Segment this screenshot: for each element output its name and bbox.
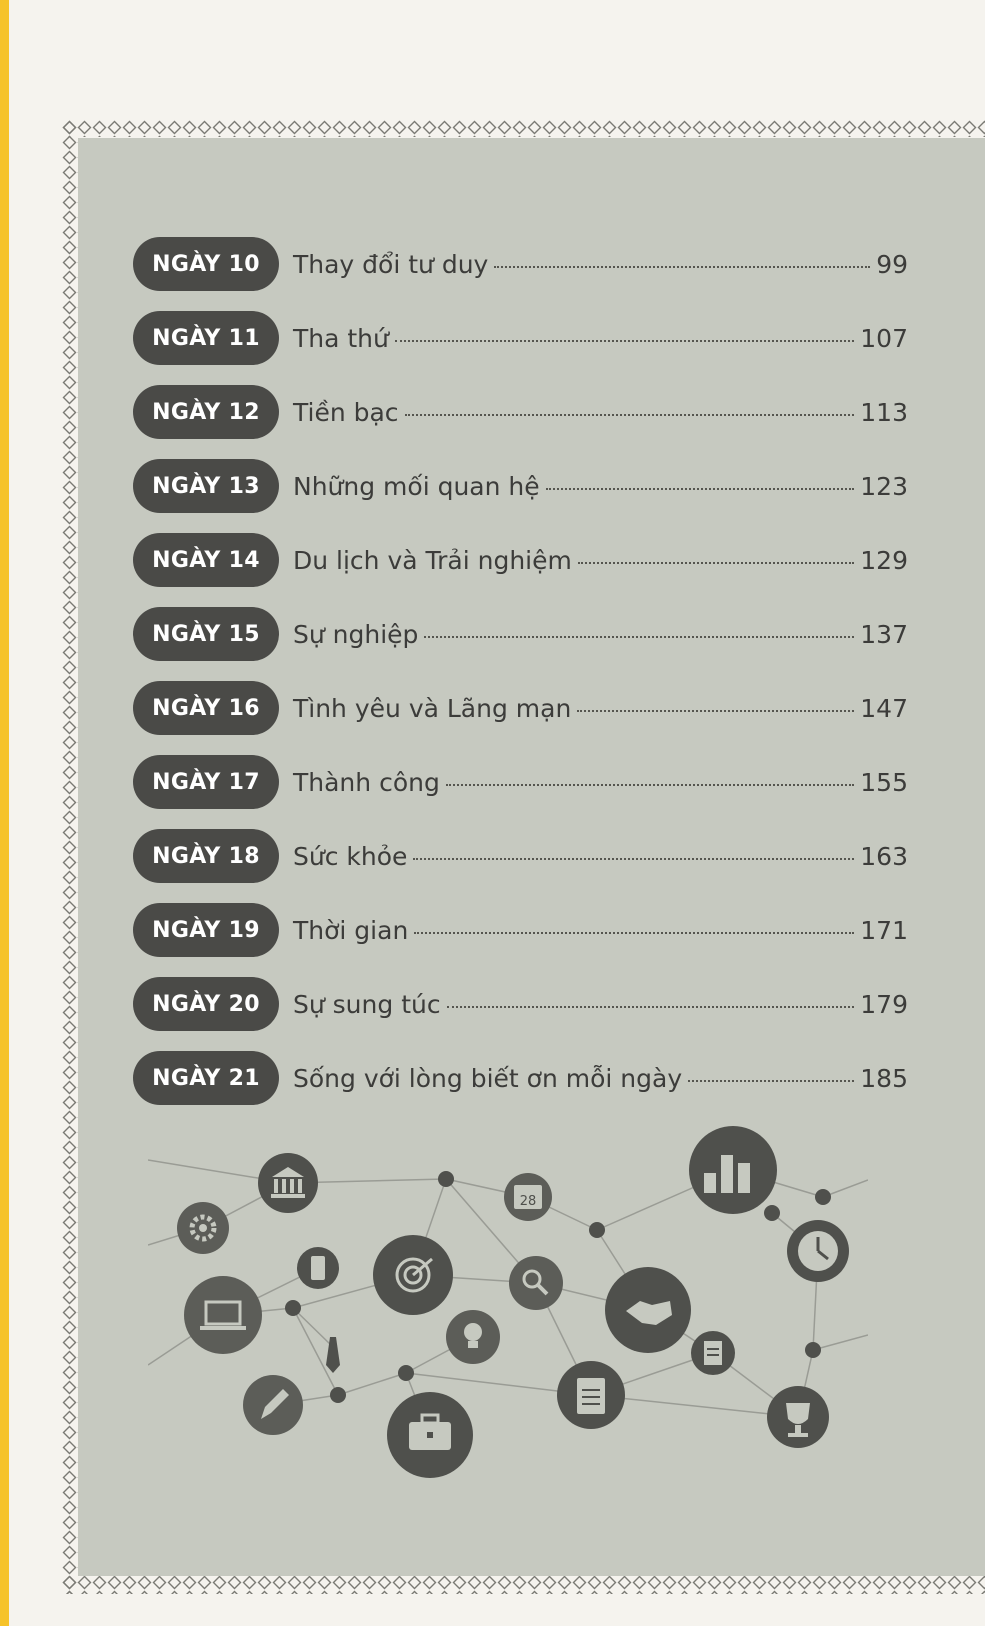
calendar-icon <box>504 1173 552 1221</box>
dot-leader <box>447 1006 855 1008</box>
clock-icon <box>787 1220 849 1282</box>
toc-row-day-15[interactable] <box>133 607 908 661</box>
toc-row-day-12[interactable] <box>133 385 908 439</box>
clipboard-icon <box>557 1361 625 1429</box>
day-label: NGÀY 11 <box>133 311 279 365</box>
dot-leader <box>446 784 854 786</box>
day-label: NGÀY 20 <box>133 977 279 1031</box>
chapter-title: Những mối quan hệ <box>293 471 540 501</box>
toc-entry <box>293 472 908 501</box>
page-number: 185 <box>860 1063 908 1093</box>
toc-entry <box>293 1064 908 1093</box>
search-icon <box>509 1256 563 1310</box>
chapter-title: Tha thứ <box>293 323 389 353</box>
day-label: NGÀY 10 <box>133 237 279 291</box>
network-node <box>330 1387 346 1403</box>
toc-entry <box>293 546 908 575</box>
page-number: 137 <box>860 619 908 649</box>
page-number: 163 <box>860 841 908 871</box>
network-node <box>285 1300 301 1316</box>
toc-entry <box>293 990 908 1019</box>
dot-leader <box>578 562 854 564</box>
chapter-title: Sự nghiệp <box>293 619 419 649</box>
page-number: 171 <box>860 915 908 945</box>
toc-entry <box>293 324 908 353</box>
chapter-title: Tình yêu và Lãng mạn <box>293 693 572 723</box>
lightbulb-icon <box>446 1310 500 1364</box>
svg-text:28: 28 <box>519 1194 537 1209</box>
laptop-icon <box>184 1276 262 1354</box>
page-number: 107 <box>860 323 908 353</box>
gear-icon <box>177 1202 229 1254</box>
dot-leader <box>424 636 854 638</box>
page-number: 123 <box>860 471 908 501</box>
toc-entry <box>293 842 908 871</box>
day-label: NGÀY 12 <box>133 385 279 439</box>
dot-leader <box>494 266 870 268</box>
toc-entry <box>293 250 908 279</box>
page-number: 129 <box>860 545 908 575</box>
toc-row-day-10[interactable] <box>133 237 908 291</box>
chapter-title: Thời gian <box>293 915 409 945</box>
day-label: NGÀY 13 <box>133 459 279 513</box>
pencil-icon <box>243 1375 303 1435</box>
dot-leader <box>546 488 855 490</box>
toc-row-day-17[interactable] <box>133 755 908 809</box>
target-icon <box>373 1235 453 1315</box>
toc-entry <box>293 398 908 427</box>
chapter-title: Thành công <box>293 767 440 797</box>
toc-row-day-21[interactable] <box>133 1051 908 1105</box>
toc-row-day-18[interactable] <box>133 829 908 883</box>
chapter-title: Thay đổi tư duy <box>293 249 489 279</box>
toc-row-day-19[interactable] <box>133 903 908 957</box>
handshake-icon <box>605 1267 691 1353</box>
network-node <box>398 1365 414 1381</box>
day-label: NGÀY 18 <box>133 829 279 883</box>
toc-entry <box>293 916 908 945</box>
chapter-title: Sống với lòng biết ơn mỗi ngày <box>293 1063 683 1093</box>
toc-row-day-16[interactable] <box>133 681 908 735</box>
bank-icon <box>258 1153 318 1213</box>
chapter-title: Sức khỏe <box>293 841 408 871</box>
phone-icon <box>297 1247 339 1289</box>
toc-row-day-14[interactable] <box>133 533 908 587</box>
page-number: 155 <box>860 767 908 797</box>
chart-icon <box>689 1126 777 1214</box>
toc-entry <box>293 620 908 649</box>
dot-leader <box>395 340 854 342</box>
dot-leader <box>577 710 854 712</box>
page-number: 147 <box>860 693 908 723</box>
chapter-title: Tiền bạc <box>293 397 399 427</box>
day-label: NGÀY 17 <box>133 755 279 809</box>
toc-entry <box>293 694 908 723</box>
network-illustration <box>148 1125 868 1480</box>
day-label: NGÀY 16 <box>133 681 279 735</box>
document-icon <box>691 1331 735 1375</box>
page-number: 99 <box>876 249 908 279</box>
trophy-icon <box>767 1386 829 1448</box>
day-label: NGÀY 15 <box>133 607 279 661</box>
day-label: NGÀY 14 <box>133 533 279 587</box>
network-node <box>815 1189 831 1205</box>
toc-row-day-13[interactable] <box>133 459 908 513</box>
yellow-edge-strip <box>0 0 9 1626</box>
network-node <box>764 1205 780 1221</box>
toc-row-day-20[interactable] <box>133 977 908 1031</box>
network-node <box>589 1222 605 1238</box>
dot-leader <box>688 1080 854 1082</box>
network-node <box>438 1171 454 1187</box>
chapter-title: Sự sung túc <box>293 989 441 1019</box>
toc-row-day-11[interactable] <box>133 311 908 365</box>
dot-leader <box>413 858 854 860</box>
page-number: 113 <box>860 397 908 427</box>
chapter-title: Du lịch và Trải nghiệm <box>293 545 572 575</box>
dot-leader <box>405 414 855 416</box>
day-label: NGÀY 21 <box>133 1051 279 1105</box>
toc-entry <box>293 768 908 797</box>
dot-leader <box>414 932 854 934</box>
network-node <box>805 1342 821 1358</box>
briefcase-icon <box>387 1392 473 1478</box>
page-number: 179 <box>860 989 908 1019</box>
day-label: NGÀY 19 <box>133 903 279 957</box>
